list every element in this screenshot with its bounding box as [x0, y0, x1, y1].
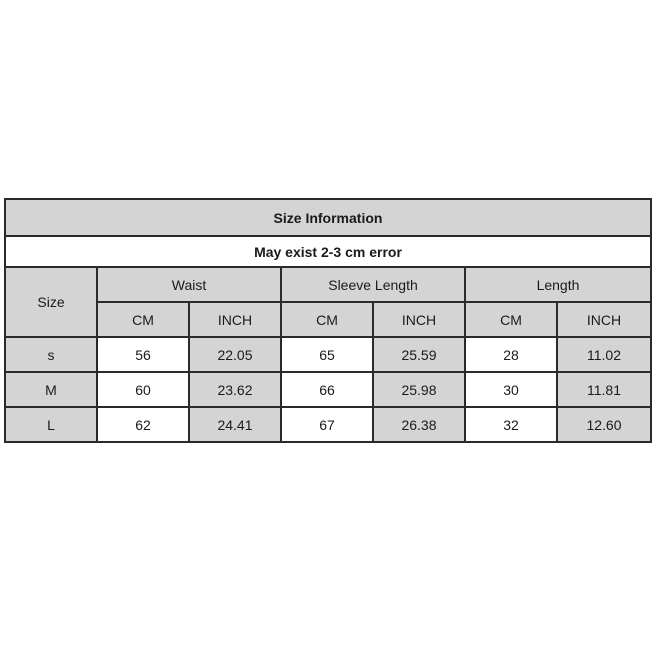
unit-header: INCH	[557, 302, 651, 337]
cell: 30	[465, 372, 557, 407]
unit-header: CM	[97, 302, 189, 337]
cell: 62	[97, 407, 189, 442]
unit-header: INCH	[189, 302, 281, 337]
cell: 11.81	[557, 372, 651, 407]
table-row	[5, 407, 651, 442]
size-label: L	[5, 407, 97, 442]
cell: 22.05	[189, 337, 281, 372]
cell: 25.59	[373, 337, 465, 372]
cell: 28	[465, 337, 557, 372]
cell: 11.02	[557, 337, 651, 372]
measurement-note: May exist 2-3 cm error	[5, 236, 651, 267]
cell: 26.38	[373, 407, 465, 442]
cell: 23.62	[189, 372, 281, 407]
cell: 24.41	[189, 407, 281, 442]
cell: 65	[281, 337, 373, 372]
size-label: M	[5, 372, 97, 407]
cell: 67	[281, 407, 373, 442]
size-header: Size	[5, 267, 97, 337]
cell: 66	[281, 372, 373, 407]
unit-header: INCH	[373, 302, 465, 337]
size-chart-table	[4, 198, 652, 443]
cell: 32	[465, 407, 557, 442]
waist-header: Waist	[97, 267, 281, 302]
size-label: s	[5, 337, 97, 372]
cell: 56	[97, 337, 189, 372]
table-row	[5, 337, 651, 372]
cell: 60	[97, 372, 189, 407]
table-row	[5, 372, 651, 407]
cell: 25.98	[373, 372, 465, 407]
sleeve-length-header: Sleeve Length	[281, 267, 465, 302]
cell: 12.60	[557, 407, 651, 442]
table-title: Size Information	[5, 199, 651, 236]
unit-header: CM	[465, 302, 557, 337]
unit-header: CM	[281, 302, 373, 337]
length-header: Length	[465, 267, 651, 302]
